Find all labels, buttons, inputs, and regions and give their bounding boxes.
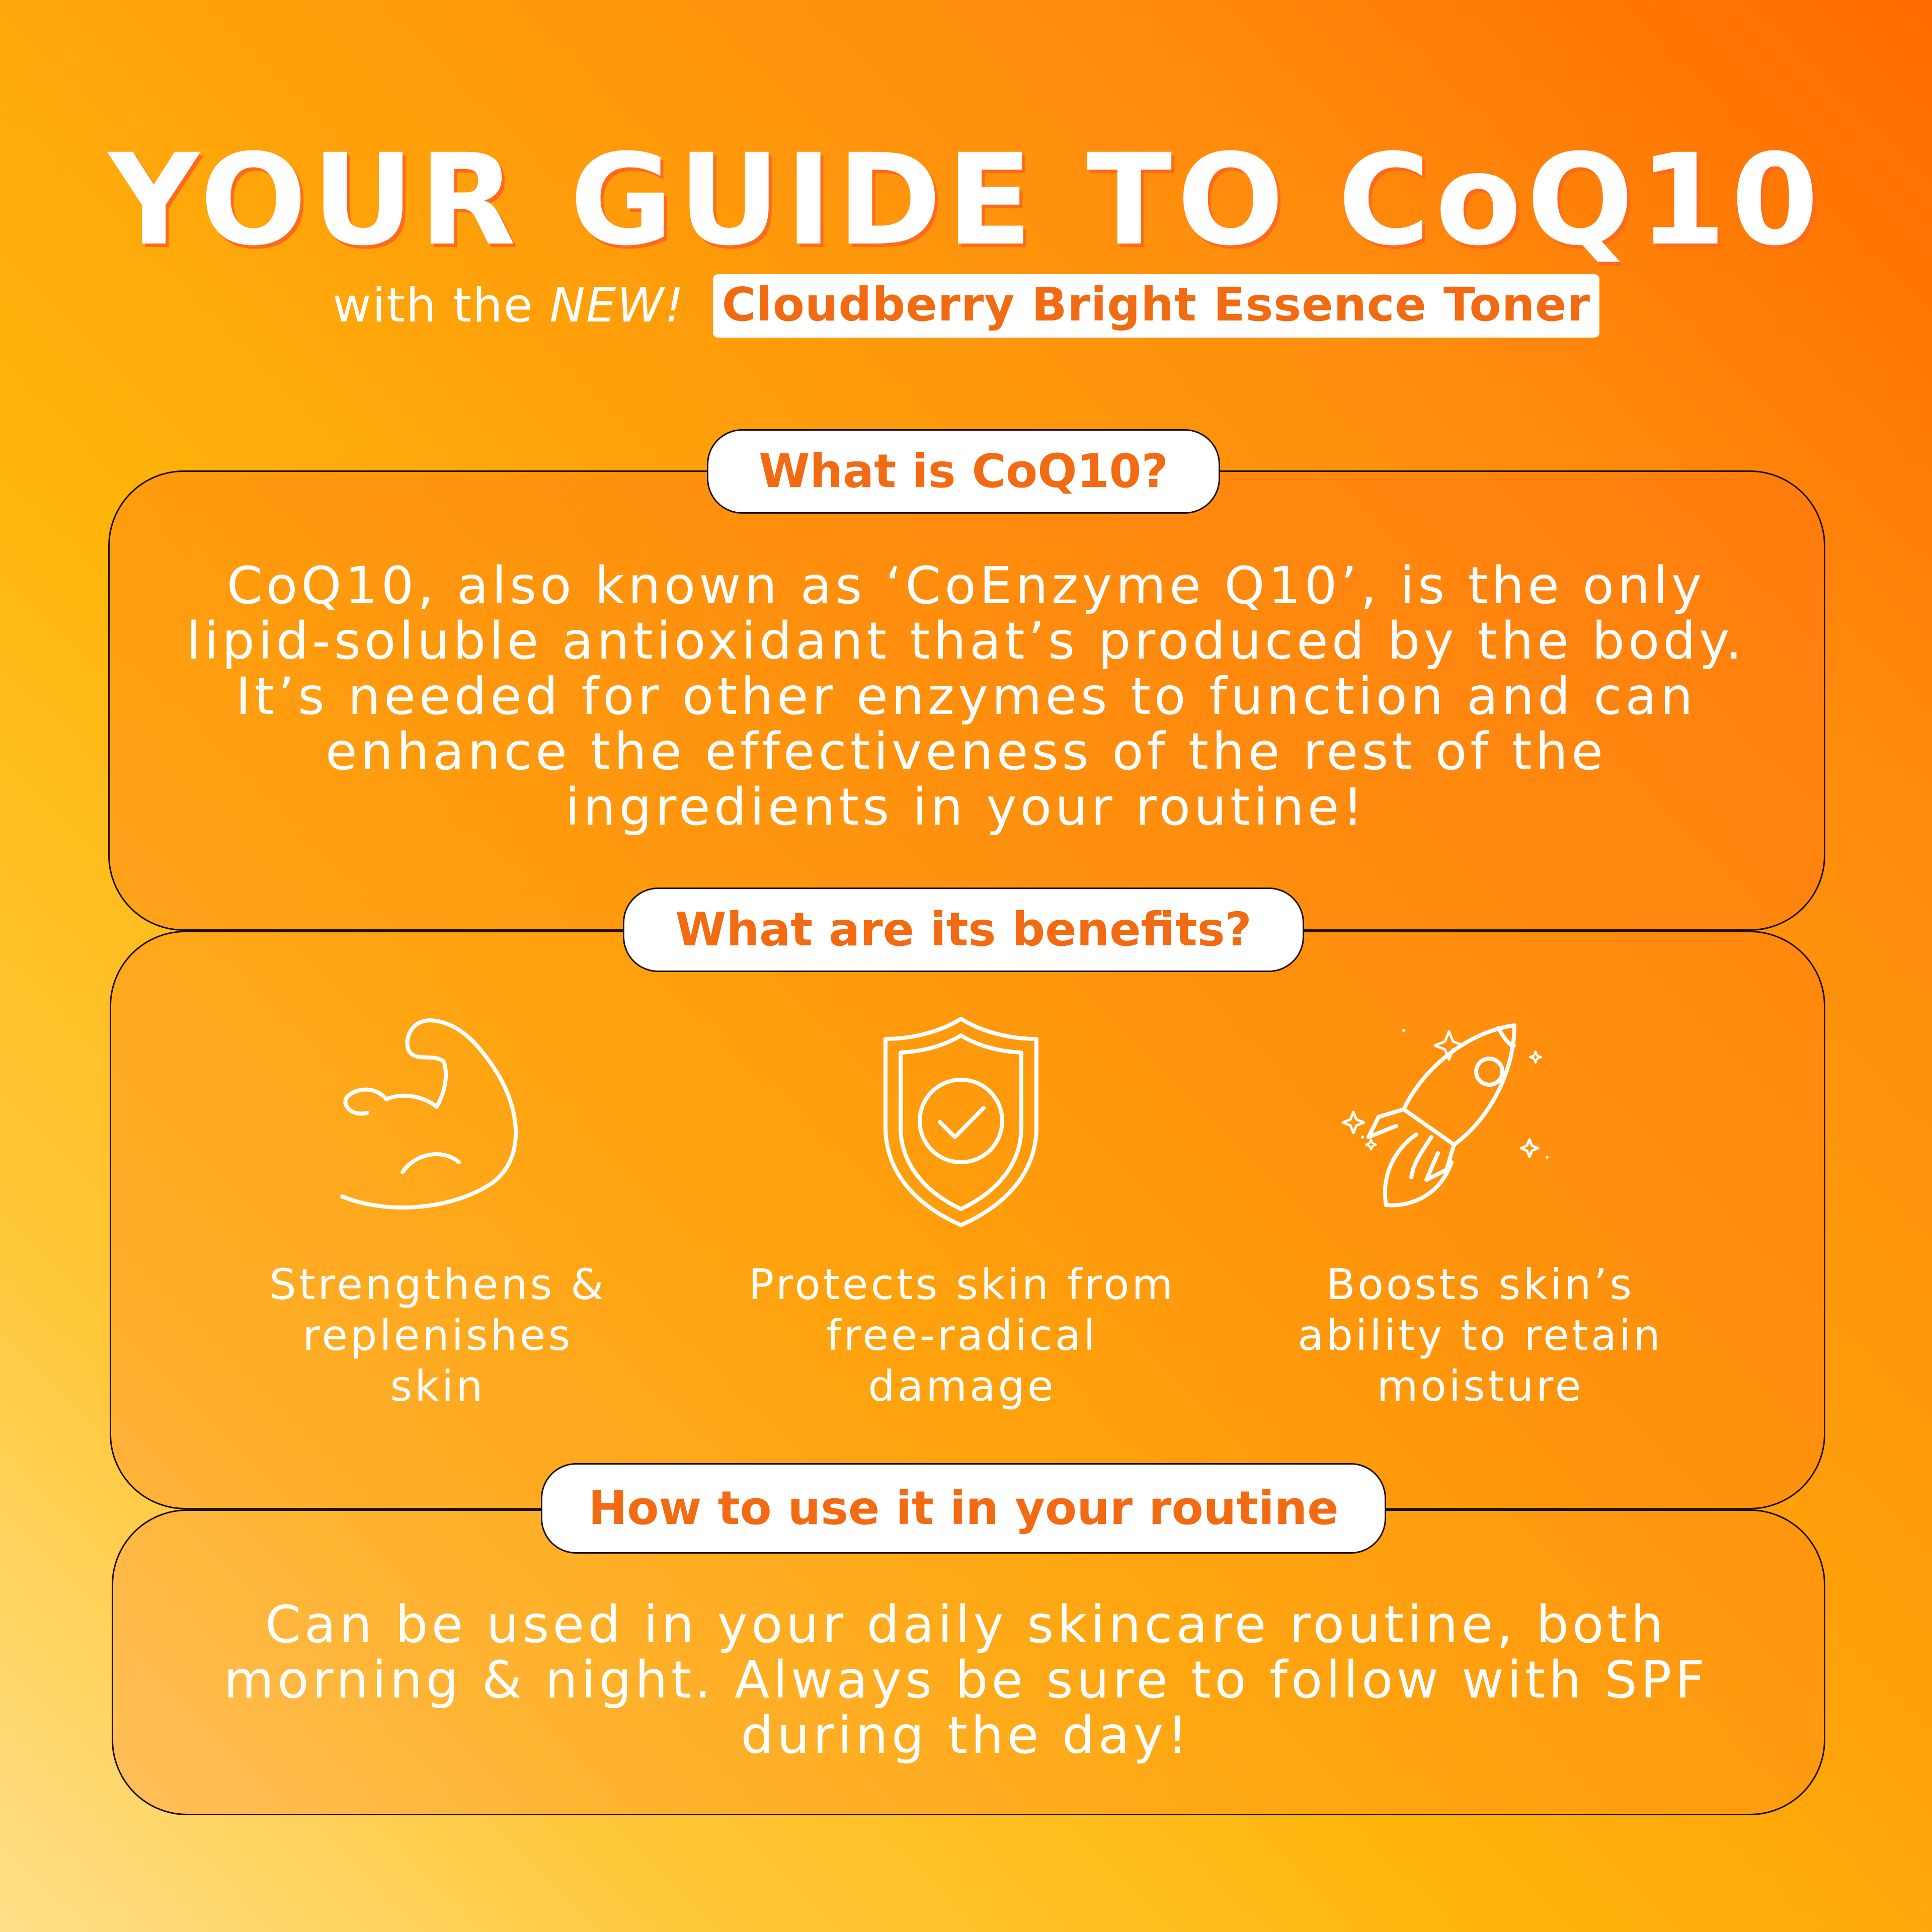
subtitle-prefix: with the [333,278,534,333]
benefit-label-line: Strengthens & [269,1260,606,1309]
benefit-label-line: free-radical [826,1311,1098,1360]
how-to-use-heading: How to use it in your routine [541,1463,1386,1554]
benefit-label-boosts [1254,1259,1707,1412]
subtitle-new-label: NEW! [549,278,685,333]
product-name-badge: Cloudberry Bright Essence Toner [713,274,1599,338]
what-is-description: CoQ10, also known as ‘CoEnzyme Q10’, is the only lipid-soluble antioxidant that’s produced by the body. It’s needed for other enzymes to function and can enhance the effectiveness of the rest of the ingredients in your routine! [186,556,1746,837]
benefit-label-line: Boosts skin’s [1326,1260,1635,1309]
benefits-heading: What are its benefits? [623,888,1304,972]
benefit-label-line: skin [390,1361,486,1411]
benefit-label-line: Protects skin from [748,1260,1176,1309]
rocket-icon [1338,1011,1550,1233]
benefit-label-protects [736,1259,1188,1412]
benefit-label-line: damage [868,1361,1056,1411]
flexed-arm-icon [327,1006,538,1228]
benefit-label-line: moisture [1377,1361,1584,1411]
benefit-label-line: ability to retain [1298,1311,1663,1360]
shield-check-icon [855,1011,1067,1233]
benefit-label-strengthens [211,1259,664,1412]
benefit-label-line: replenishes [302,1311,573,1360]
what-is-heading: What is CoQ10? [707,429,1220,514]
page-subtitle [0,274,1932,338]
page-title: YOUR GUIDE TO CoQ10 [108,127,1824,273]
how-to-use-description: Can be used in your daily skincare routine, both morning & night. Always be sure to follow with SPF during the day! [223,1595,1709,1765]
